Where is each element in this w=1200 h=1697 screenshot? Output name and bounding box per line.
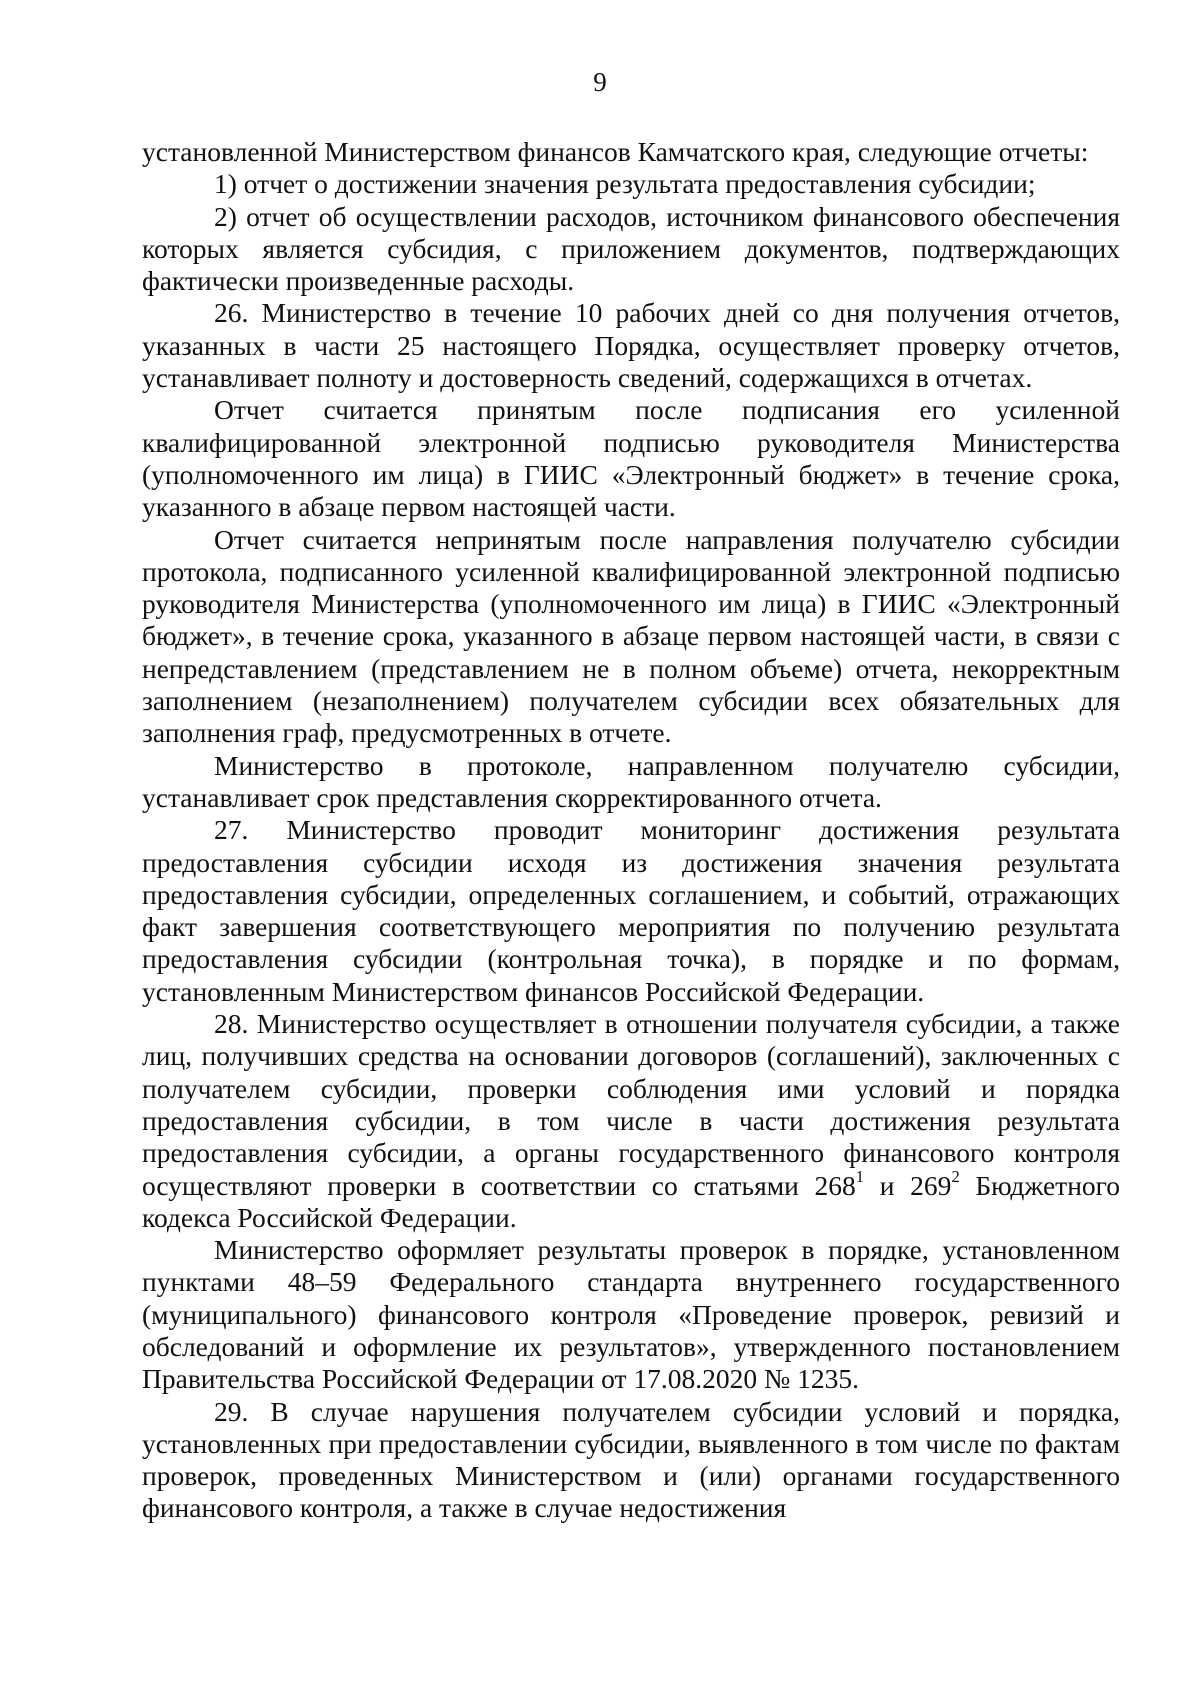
- paragraph-report-item-1: 1) отчет о достижении значения результата предоставления субсидии;: [214, 168, 1036, 200]
- document-body: [142, 136, 1120, 1525]
- superscript-1: 1: [855, 1166, 865, 1186]
- paragraph-report-accepted: Отчет считается принятым после подписания его усиленной квалифицированной электронной подписью руководителя Министерства (уполномоченного им лица) в ГИИС «Электронный бюджет» в течение срока, указанного в абзаце первом настоящей части.: [142, 394, 1120, 523]
- paragraph-clause-28: [142, 1008, 1120, 1234]
- paragraph-continuation: установленной Министерством финансов Камчатского края, следующие отчеты:: [142, 136, 1089, 167]
- paragraph-clause-26: 26. Министерство в течение 10 рабочих дней со дня получения отчетов, указанных в части 25 настоящего Порядка, осуществляет проверку отчетов, устанавливает полноту и достоверность сведений, содержащихся в отчетах.: [142, 297, 1120, 394]
- paragraph-report-rejected: Отчет считается непринятым после направления получателю субсидии протокола, подписанного усиленной квалифицированной электронной подписью руководителя Министерства (уполномоченного им лица) в ГИИС «Электронный бюджет», в течение срока, указанного в абзаце первом настоящей части, в связи с непредставлением (представлением не в полном объеме) отчета, некорректным заполнением (незаполнением) получателем субсидии всех обязательных для заполнения граф, предусмотренных в отчете.: [142, 523, 1120, 749]
- paragraph-audit-results: Министерство оформляет результаты проверок в порядке, установленном пунктами 48–59 Федерального стандарта внутреннего государственного (муниципального) финансового контроля «Проведение проверок, ревизий и обследований и оформление их результатов», утвержденного постановлением Правительства Российской Федерации от 17.08.2020 № 1235.: [142, 1234, 1120, 1395]
- clause-28-text-c: Бюджетного кодекса Российской Федерации.: [142, 1169, 1120, 1233]
- clause-28-text-b: и 269: [864, 1169, 952, 1201]
- paragraph-correction-deadline: Министерство в протоколе, направленном получателю субсидии, устанавливает срок представления скорректированного отчета.: [142, 749, 1120, 813]
- paragraph-report-item-2: 2) отчет об осуществлении расходов, источником финансового обеспечения которых является субсидия, с приложением документов, подтверждающих фактически произведенные расходы.: [142, 200, 1120, 297]
- paragraph-clause-27: 27. Министерство проводит мониторинг достижения результата предоставления субсидии исходя из достижения значения результата предоставления субсидии, определенных соглашением, и событий, отражающих факт завершения соответствующего мероприятия по получению результата предоставления субсидии (контрольная точка), в порядке и по формам, установленным Министерством финансов Российской Федерации.: [142, 814, 1120, 1007]
- superscript-2: 2: [951, 1166, 960, 1186]
- paragraph-clause-29: 29. В случае нарушения получателем субсидии условий и порядка, установленных при предоставлении субсидии, выявленного в том числе по фактам проверок, проведенных Министерством и (или) органами государственного финансового контроля, а также в случае недостижения: [142, 1395, 1120, 1524]
- page-number: 9: [593, 67, 607, 97]
- clause-28-text-a: 28. Министерство осуществляет в отношении получателя субсидии, а также лиц, получивших средства на основании договоров (соглашений), заключенных с получателем субсидии, проверки соблюдения ими условий и порядка предоставления субсидии, в том числе в части достижения результата предоставления субсидии, а органы государственного финансового контроля осуществляют проверки в соответствии со статьями 268: [142, 1008, 1120, 1201]
